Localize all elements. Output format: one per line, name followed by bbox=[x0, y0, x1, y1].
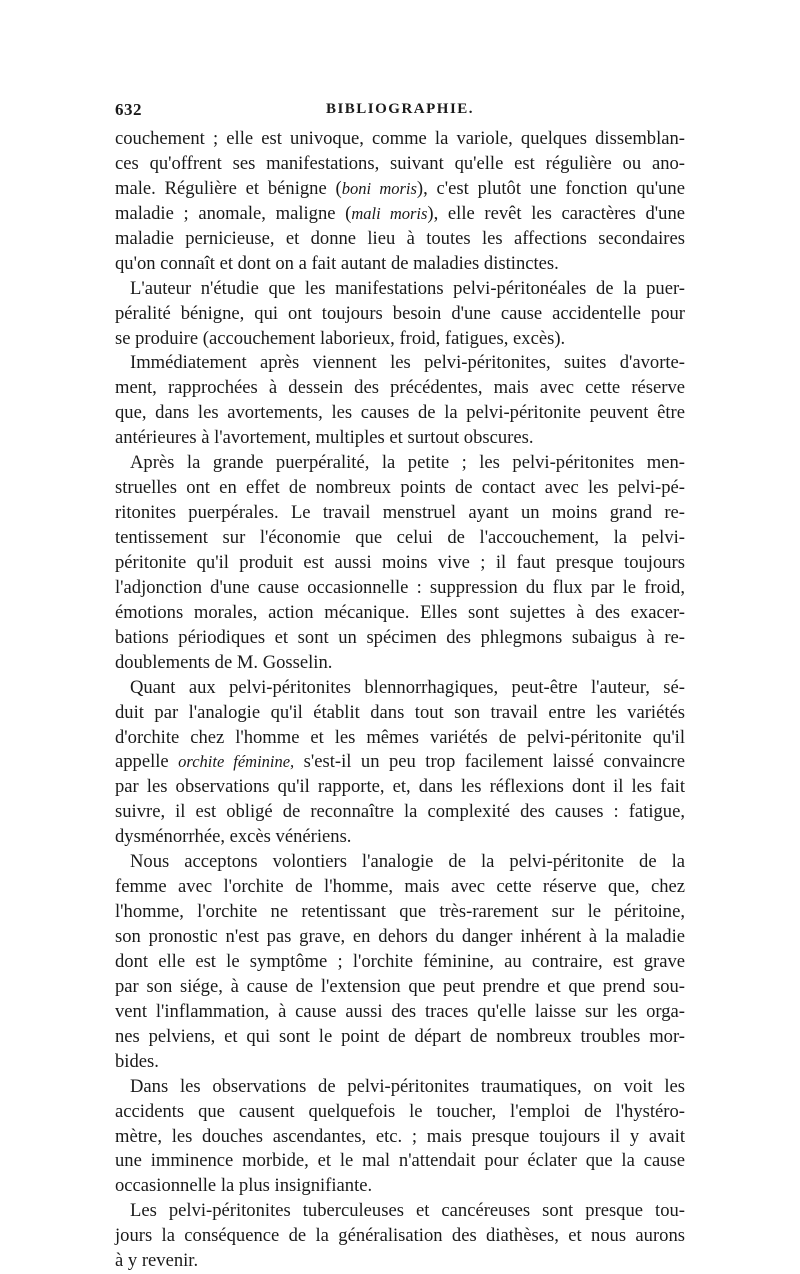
text-line: par son siége, à cause de l'extension que peut prendre et que prend sou- bbox=[115, 975, 685, 997]
paragraph bbox=[115, 277, 685, 352]
text-segment: male. Régulière et bénigne ( bbox=[115, 177, 342, 199]
text-line: d'orchite chez l'homme et les mêmes variétés de pelvi-péritonite qu'il bbox=[115, 726, 685, 748]
text-line: suivre, il est obligé de reconnaître la complexité des causes : fatigue, bbox=[115, 801, 685, 823]
text-line: duit par l'analogie qu'il établit dans tout son travail entre les variétés bbox=[115, 701, 685, 723]
text-line: L'auteur n'étudie que les manifestations pelvi-péritonéales de la puer- bbox=[130, 277, 685, 299]
text-line: péralité bénigne, qui ont toujours besoin d'une cause accidentelle pour bbox=[115, 302, 685, 324]
text-line: couchement ; elle est univoque, comme la variole, quelques dissemblan- bbox=[115, 128, 685, 149]
text-line: occasionnelle la plus insignifiante. bbox=[115, 1175, 373, 1197]
text-line: Les pelvi-péritonites tuberculeuses et cancéreuses sont presque tou- bbox=[130, 1200, 685, 1222]
paragraph bbox=[115, 451, 685, 675]
text-segment: appelle bbox=[115, 751, 179, 773]
text-line: l'adjonction d'une cause occasionnelle : suppression du flux par le froid, bbox=[115, 576, 685, 598]
text-segment: ), c'est plutôt une fonction qu'une bbox=[416, 177, 685, 199]
text-segment: ), elle revêt les caractères d'une bbox=[427, 202, 685, 224]
text-line: struelles ont en effet de nombreux points de contact avec les pelvi-pé- bbox=[115, 477, 685, 499]
text-line: mètre, les douches ascendantes, etc. ; mais presque toujours il y avait bbox=[115, 1125, 685, 1147]
text-line: antérieures à l'avortement, multiples et surtout obscures. bbox=[115, 427, 534, 449]
text-line: Immédiatement après viennent les pelvi-péritonites, suites d'avorte- bbox=[130, 352, 685, 374]
text-line: dont elle est le symptôme ; l'orchite féminine, au contraire, est grave bbox=[115, 950, 685, 972]
italic-term: orchite féminine, bbox=[178, 752, 295, 772]
text-line: que, dans les avortements, les causes de la pelvi-péritonite peuvent être bbox=[115, 402, 685, 424]
text-line: son pronostic n'est pas grave, en dehors du danger inhérent à la maladie bbox=[115, 926, 685, 947]
paragraph bbox=[115, 127, 685, 277]
text-line: vent l'inflammation, à cause aussi des traces qu'elle laisse sur les orga- bbox=[115, 1000, 685, 1022]
page-number: 632 bbox=[115, 100, 142, 119]
italic-term: boni moris bbox=[341, 178, 417, 198]
text-line: tentissement sur l'économie que celui de l'accouchement, la pelvi- bbox=[115, 527, 685, 548]
text-line: Quant aux pelvi-péritonites blennorrhagiques, peut-être l'auteur, sé- bbox=[130, 676, 685, 698]
text-line: jours la conséquence de la généralisation des diathèses, et nous aurons bbox=[115, 1225, 685, 1247]
body-text bbox=[115, 127, 685, 1274]
text-line: bides. bbox=[115, 1050, 159, 1072]
text-line: ces qu'offrent ses manifestations, suivant qu'elle est régulière ou ano- bbox=[115, 152, 685, 174]
text-line: maladie pernicieuse, et donne lieu à toutes les affections secondaires bbox=[115, 227, 685, 249]
text-line: émotions morales, action mécanique. Elles sont sujettes à des exacer- bbox=[115, 601, 685, 623]
paragraph bbox=[115, 351, 685, 451]
text-segment: s'est-il un peu trop facilement laissé convaincre bbox=[294, 751, 685, 773]
text-line bbox=[115, 177, 685, 202]
text-line: l'homme, l'orchite ne retentissant que très-rarement sur le péritoine, bbox=[115, 901, 685, 923]
paragraph bbox=[115, 676, 685, 851]
paragraph bbox=[115, 1199, 685, 1274]
paragraph bbox=[115, 850, 685, 1074]
text-line: à y revenir. bbox=[115, 1250, 199, 1272]
italic-term: mali moris bbox=[351, 203, 428, 223]
text-line: femme avec l'orchite de l'homme, mais avec cette réserve que, chez bbox=[115, 876, 685, 898]
running-title: BIBLIOGRAPHIE. bbox=[325, 101, 475, 117]
text-line: qu'on connaît et dont on a fait autant de maladies distinctes. bbox=[115, 252, 559, 274]
text-line: nes pelviens, et qui sont le point de départ de nombreux troubles mor- bbox=[115, 1025, 685, 1047]
text-line: accidents que causent quelquefois le toucher, l'emploi de l'hystéro- bbox=[115, 1100, 685, 1122]
text-line: par les observations qu'il rapporte, et, dans les réflexions dont il les fait bbox=[115, 776, 685, 798]
text-line: bations périodiques et sont un spécimen des phlegmons subaigus à re- bbox=[115, 626, 685, 648]
text-segment: maladie ; anomale, maligne ( bbox=[115, 202, 352, 224]
text-line: dysménorrhée, excès vénériens. bbox=[115, 826, 352, 848]
text-line: doublements de M. Gosselin. bbox=[115, 651, 333, 673]
text-line: Nous acceptons volontiers l'analogie de la pelvi-péritonite de la bbox=[130, 851, 685, 873]
text-line: ment, rapprochées à dessein des précédentes, mais avec cette réserve bbox=[115, 377, 685, 399]
text-line: se produire (accouchement laborieux, froid, fatigues, excès). bbox=[115, 327, 566, 349]
paragraph bbox=[115, 1075, 685, 1200]
text-line bbox=[115, 750, 685, 775]
text-line: Dans les observations de pelvi-péritonites traumatiques, on voit les bbox=[130, 1075, 685, 1097]
text-line: ritonites puerpérales. Le travail menstruel ayant un moins grand re- bbox=[115, 502, 685, 524]
text-line: péritonite qu'il produit est aussi moins vive ; il faut presque toujours bbox=[115, 551, 685, 573]
text-line: une imminence morbide, et le mal n'attendait pour éclater que la cause bbox=[115, 1150, 685, 1172]
page-header bbox=[115, 100, 685, 124]
text-line: Après la grande puerpéralité, la petite ; les pelvi-péritonites men- bbox=[130, 452, 685, 474]
text-line bbox=[115, 202, 685, 227]
